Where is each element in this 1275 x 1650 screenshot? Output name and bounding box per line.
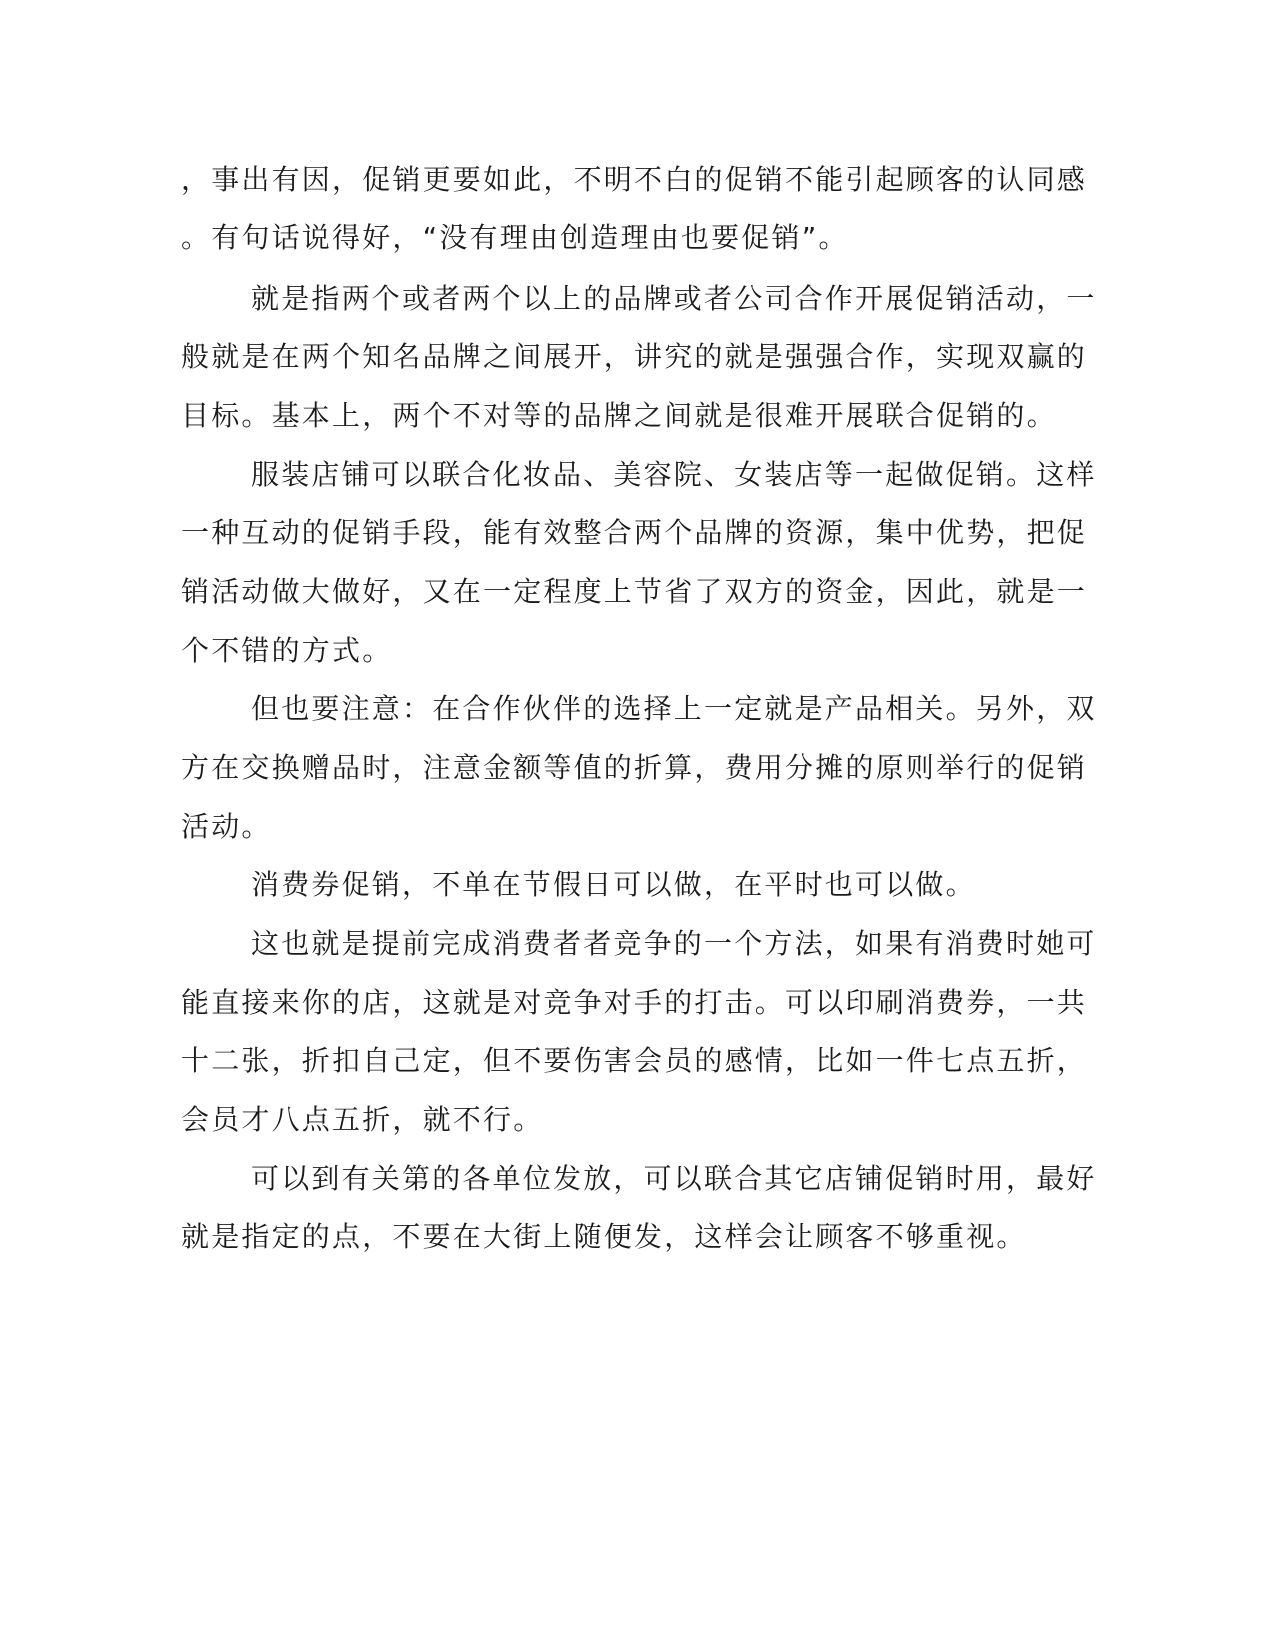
text-line: 但也要注意：在合作伙伴的选择上一定就是产品相关。另外，双 (251, 692, 1097, 725)
text-line: 。有句话说得好，“没有理由创造理由也要促销”。 (181, 221, 849, 254)
text-line: 方在交换赠品时，注意金额等值的折算，费用分摊的原则举行的促销 (181, 751, 1088, 784)
text-line: 服装店铺可以联合化妆品、美容院、女装店等一起做促销。这样 (251, 458, 1097, 491)
text-line: 会员才八点五折，就不行。 (181, 1103, 544, 1136)
text-line: 个不错的方式。 (181, 634, 393, 667)
text-line: 可以到有关第的各单位发放，可以联合其它店铺促销时用，最好 (251, 1162, 1097, 1195)
text-line: 就是指定的点，不要在大街上随便发，这样会让顾客不够重视。 (181, 1220, 1027, 1253)
text-line: 活动。 (181, 810, 272, 843)
text-line: 销活动做大做好，又在一定程度上节省了双方的资金，因此，就是一 (181, 575, 1088, 608)
text-line: 能直接来你的店，这就是对竞争对手的打击。可以印刷消费券，一共 (181, 986, 1088, 1019)
text-line: 这也就是提前完成消费者者竞争的一个方法，如果有消费时她可 (251, 927, 1097, 960)
text-line: 十二张，折扣自己定，但不要伤害会员的感情，比如一件七点五折， (181, 1044, 1088, 1077)
text-line: 就是指两个或者两个以上的品牌或者公司合作开展促销活动，一 (251, 282, 1097, 315)
text-line: 一种互动的促销手段，能有效整合两个品牌的资源，集中优势，把促 (181, 516, 1088, 549)
text-line: 目标。基本上，两个不对等的品牌之间就是很难开展联合促销的。 (181, 399, 1057, 432)
text-line: 般就是在两个知名品牌之间展开，讲究的就是强强合作，实现双赢的 (181, 340, 1088, 373)
text-line: ，事出有因，促销更要如此，不明不白的促销不能引起顾客的认同感 (181, 163, 1088, 196)
text-line: 消费券促销，不单在节假日可以做，在平时也可以做。 (251, 868, 976, 901)
